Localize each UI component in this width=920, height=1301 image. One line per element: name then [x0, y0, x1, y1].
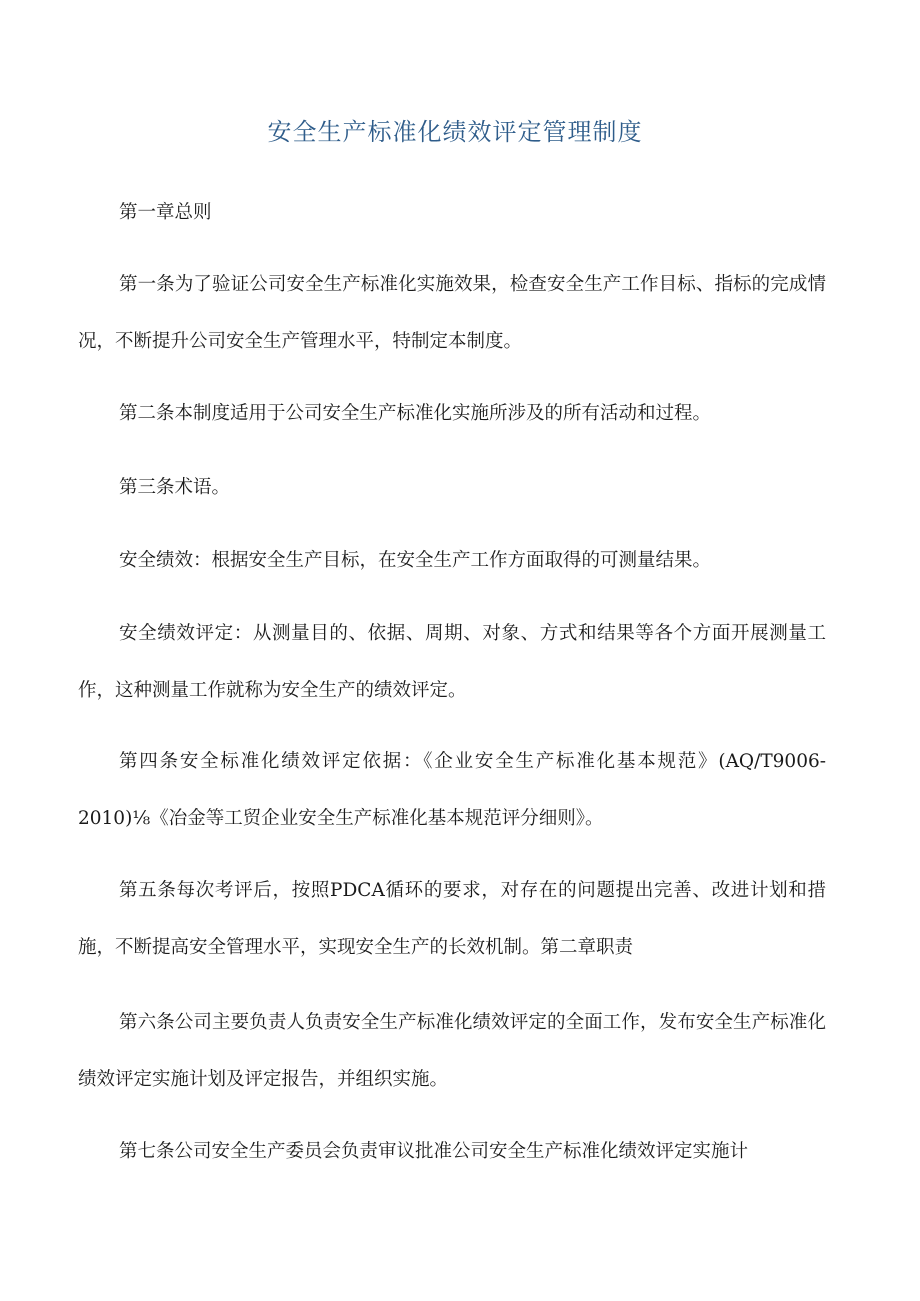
document-title: 安全生产标准化绩效评定管理制度 — [267, 118, 643, 146]
term-performance-evaluation: 安全绩效评定：从测量目的、依据、周期、对象、方式和结果等各个方面开展测量工作，这种测量工作就称为安全生产的绩效评定。 — [78, 623, 826, 701]
article-3: 第三条术语。 — [119, 477, 231, 498]
article-7: 第七条公司安全生产委员会负责审议批准公司安全生产标准化绩效评定实施计 — [119, 1141, 749, 1162]
term-safety-performance: 安全绩效：根据安全生产目标，在安全生产工作方面取得的可测量结果。 — [119, 550, 712, 571]
article-6: 第六条公司主要负责人负责安全生产标准化绩效评定的全面工作，发布安全生产标准化绩效评定实施计划及评定报告，并组织实施。 — [78, 1012, 826, 1090]
article-1: 第一条为了验证公司安全生产标准化实施效果，检查安全生产工作目标、指标的完成情况，不断提升公司安全生产管理水平，特制定本制度。 — [78, 274, 826, 352]
chapter-heading-general: 第一章总则 — [119, 202, 212, 223]
article-2: 第二条本制度适用于公司安全生产标准化实施所涉及的所有活动和过程。 — [119, 403, 712, 424]
article-5: 第五条每次考评后，按照PDCA循环的要求，对存在的问题提出完善、改进计划和措施，不断提高安全管理水平，实现安全生产的长效机制。第二章职责 — [78, 880, 826, 958]
article-4: 第四条安全标准化绩效评定依据：《企业安全生产标准化基本规范》(AQ∕T9006-2010)⅛《冶金等工贸企业安全生产标准化基本规范评分细则》。 — [78, 751, 826, 829]
